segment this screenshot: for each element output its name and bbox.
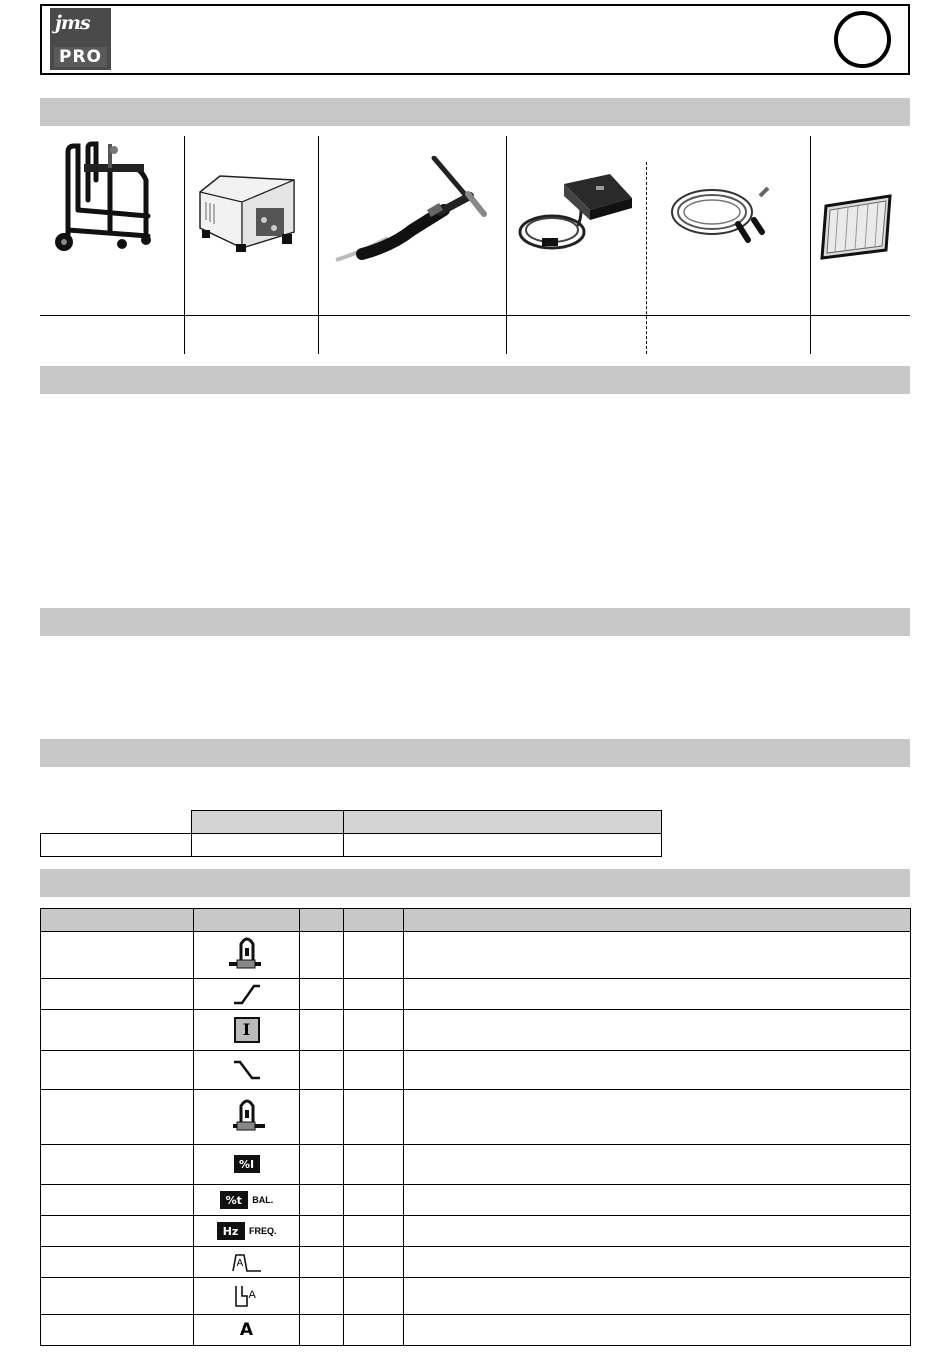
table-cell-icon (194, 1010, 300, 1051)
section-bar-power-supply (40, 608, 910, 636)
table-cell (404, 1051, 911, 1090)
trolley-icon (48, 140, 156, 252)
accessory-label (319, 320, 506, 350)
icon-symbol: I (242, 1020, 251, 1039)
table-cell (191, 833, 344, 857)
table-cell (404, 1278, 911, 1315)
table-cell (404, 1247, 911, 1278)
table-cell (300, 1090, 344, 1145)
column-header (41, 909, 194, 932)
table-cell (41, 1247, 194, 1278)
table-cell (404, 1010, 911, 1051)
table-cell (41, 932, 194, 979)
table-cell-icon (194, 1247, 300, 1278)
accessory-label (40, 320, 184, 350)
table-cell (41, 1315, 194, 1346)
accessory-label (647, 320, 810, 350)
post-gas-icon (227, 1098, 267, 1136)
table-cell (344, 1247, 404, 1278)
accessory-trolley (48, 140, 156, 252)
section-bar-description (40, 366, 910, 394)
table-row (41, 1051, 911, 1090)
table-cell (344, 1278, 404, 1315)
table-cell (300, 1051, 344, 1090)
ac-balance-icon (220, 1191, 273, 1209)
column-header (404, 909, 911, 932)
table-cell (404, 1315, 911, 1346)
table-cell-icon (194, 1216, 300, 1247)
amperage-icon (240, 1320, 253, 1340)
table-cell (41, 1185, 194, 1216)
icon-symbol: %t (225, 1193, 242, 1207)
section-bar-parameters (40, 869, 910, 897)
table-cell-icon (194, 932, 300, 979)
ac-frequency-icon (217, 1222, 277, 1240)
table-cell (41, 1278, 194, 1315)
table-cell-icon (194, 1185, 300, 1216)
tig-torch-icon (332, 156, 492, 262)
icon-symbol: %I (238, 1158, 255, 1172)
welding-current-icon (234, 1017, 260, 1043)
arc-force-icon (233, 1284, 261, 1308)
table-cell (344, 1010, 404, 1051)
table-row (41, 1247, 911, 1278)
dust-filter-icon (818, 192, 894, 262)
table-cell (344, 1090, 404, 1145)
table-cell (344, 1145, 404, 1185)
table-cell (300, 1247, 344, 1278)
table-row (41, 1315, 911, 1346)
page-header (40, 4, 910, 75)
table-cell-icon (194, 1051, 300, 1090)
table-header-cell (343, 810, 662, 834)
pre-gas-icon (227, 936, 267, 974)
table-cell (404, 979, 911, 1010)
table-cell (344, 1185, 404, 1216)
table-row (41, 1278, 911, 1315)
column-header (194, 909, 300, 932)
table-cell (300, 932, 344, 979)
table-cell (41, 1145, 194, 1185)
table-cell (404, 1145, 911, 1185)
section-bar-accessories (40, 98, 910, 126)
parameters-table (40, 908, 911, 1346)
table-cell (300, 1278, 344, 1315)
table-row (41, 979, 911, 1010)
hot-start-icon (231, 1251, 263, 1273)
table-cell (40, 833, 192, 857)
column-header (344, 909, 404, 932)
table-cell (300, 1145, 344, 1185)
table-cell (404, 1090, 911, 1145)
brand-logo (50, 8, 111, 70)
table-cell (41, 1090, 194, 1145)
accessory-label (507, 320, 646, 350)
accessory-label (811, 320, 910, 350)
accessory-label (185, 320, 318, 350)
cold-current-percent-icon (234, 1155, 260, 1173)
logo-top-text: jms (55, 12, 90, 34)
accessory-cooling-unit (196, 172, 300, 252)
accessory-label-line (40, 315, 910, 316)
table-row (41, 1216, 911, 1247)
table-cell (404, 1185, 911, 1216)
foot-pedal-icon (518, 170, 636, 256)
table-row (41, 1145, 911, 1185)
table-cell (344, 932, 404, 979)
accessory-tig-torch (332, 156, 492, 262)
table-row (41, 932, 911, 979)
cooling-unit-icon (196, 172, 300, 252)
table-row (41, 1010, 911, 1051)
table-cell (344, 1315, 404, 1346)
table-cell (300, 1315, 344, 1346)
icon-symbol: A (239, 1320, 254, 1340)
table-cell-icon (194, 1278, 300, 1315)
icon-caption: BAL. (252, 1194, 274, 1205)
table-cell (41, 979, 194, 1010)
upslope-icon (232, 983, 262, 1005)
table-cell (404, 932, 911, 979)
table-row (41, 1185, 911, 1216)
table-cell (300, 979, 344, 1010)
table-row (41, 1090, 911, 1145)
section-bar-dimensions (40, 739, 910, 767)
table-cell (41, 1216, 194, 1247)
table-cell (300, 1010, 344, 1051)
logo-bottom-text: PRO (54, 47, 107, 67)
table-cell (344, 1216, 404, 1247)
table-cell (41, 1010, 194, 1051)
table-cell (41, 1051, 194, 1090)
table-cell-icon (194, 1315, 300, 1346)
table-cell (300, 1216, 344, 1247)
icon-symbol: Hz (222, 1224, 239, 1238)
accessory-foot-pedal (518, 170, 636, 256)
table-cell (343, 833, 662, 857)
table-cell-icon (194, 1090, 300, 1145)
table-cell (404, 1216, 911, 1247)
accessory-dust-filter (818, 192, 894, 262)
table-header-row (41, 909, 911, 932)
icon-caption: FREQ. (248, 1225, 277, 1236)
table-cell-icon (194, 1145, 300, 1185)
table-cell (344, 979, 404, 1010)
accessory-remote-cable (668, 180, 774, 254)
table-cell (344, 1051, 404, 1090)
downslope-icon (232, 1059, 262, 1081)
table-header-cell (191, 810, 344, 834)
icon-symbol: A (236, 1258, 244, 1269)
icon-symbol: A (248, 1289, 256, 1301)
column-header (300, 909, 344, 932)
table-cell-icon (194, 979, 300, 1010)
remote-cable-icon (668, 180, 774, 254)
language-badge (834, 11, 891, 68)
table-cell (300, 1185, 344, 1216)
